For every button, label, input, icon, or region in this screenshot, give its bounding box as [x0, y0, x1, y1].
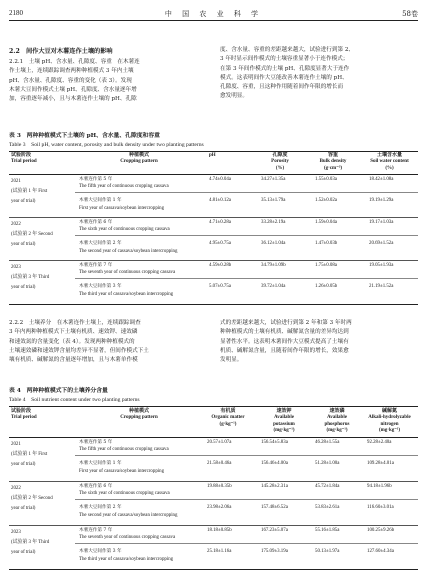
para2-left-column	[9, 319, 207, 365]
col-header-bulk-density: 容重 Bulk density (g·cm⁻³)	[319, 153, 347, 171]
table4-caption-cn: 表 4 两种种植模式下的土壤养分含量	[9, 388, 108, 394]
col-header-available-phosphorus: 速效磷 Available phosphorus (mg·kg⁻¹)	[324, 409, 350, 434]
trial-period-cell: 2023 (试验第 3 年 Third year of trial)	[11, 530, 50, 555]
row-divider	[75, 455, 418, 456]
text-line: 加，容重逐年减小，且与木薯连作土壤的 pH、孔隙	[9, 96, 137, 103]
text-line: 在第 3 年间作模式的土壤 pH、孔隙度显著大于连作	[220, 65, 350, 72]
col-header-cropping-pattern: 种植模式 Cropping pattern	[120, 153, 158, 165]
para2-right-column	[220, 319, 418, 365]
text-line: 2.2.2 土壤养分 在木薯连作土壤上，连续跟踪调查	[9, 320, 141, 326]
row-divider	[75, 499, 418, 500]
row-divider	[75, 278, 418, 279]
group-divider	[9, 217, 418, 218]
text-line: 和速效氮的含量变化（表 4）。发现两种种植模式的	[9, 338, 135, 345]
text-line: 木薯大豆间作模式土壤 pH、孔隙度、含水量逐年增	[9, 86, 137, 93]
table3-group-2022: 2022 (试验第 2 年 Second year of trial) 木薯连作第 6 年 The sixth year of continuous cropping cassava 4.71±0.28a 33.28±2.19a 1.59±0.04a 19.17±1.03a 木薯大豆间作第 2 年 The second year of cassava/soybean intercropping 4.95±0.75a 36.12±1.04a 1.47±0.03b 20.69±1.52a	[9, 217, 418, 260]
text-line: 3 年内两种种植模式下土壤有机质、速效钾、速效磷	[9, 329, 138, 336]
trial-period-cell: 2021 (试验第 1 年 First year of trial)	[11, 442, 48, 467]
text-line: 愈发明显。	[220, 93, 248, 100]
group-divider	[9, 525, 418, 526]
text-line: 式的差距越来越大，试验进行到第 2 年和第 3 年时两	[220, 320, 352, 326]
text-line: pH、含水量、孔隙度、容重的变化（表 3）。发现	[9, 77, 132, 84]
text-line: 2.2.1 土壤 pH、含水量、孔隙度、容重 在木薯连	[9, 59, 140, 65]
text-line: 机质、碱解氮含量，且随着间作年限的增长，效果愈	[220, 347, 349, 354]
group-divider	[9, 481, 418, 482]
text-line: 显著性水平。这表明木薯间作大豆模式提高了土壤有	[220, 338, 349, 345]
table-3	[9, 151, 418, 305]
col-header-soil-water: 土壤含水量 Soil water content (%)	[370, 153, 409, 171]
col-header-trial-period: 试验阶段 Trial period	[11, 409, 37, 421]
text-line: 孔隙度、容重，且这种作用随着间作年限的增长而	[220, 84, 344, 91]
group-divider	[9, 260, 418, 261]
text-line: 度、含水量、容重的差距越来越大，试验进行到第 2、	[220, 47, 354, 53]
table4-group-2023: 2023 (试验第 3 年 Third year of trial) 木薯连作第 7 年 The seventh year of continuous cropping cassava 18.18±0.85b 167.23±5.07a 55.16±1.85a 100.25±9.26b 木薯大豆间作第 3 年 The third year of cassava/soybean intercropping 25.18±1.16a 175.09±3.19a 50.13±1.97a 127.60±4.34a	[9, 525, 418, 569]
table4-caption-en: Table 4 Soil nutrient content under two planting patterns	[9, 397, 140, 403]
table4-header	[9, 407, 418, 438]
row-divider	[75, 235, 418, 236]
para1-right-column	[220, 46, 418, 102]
trial-period-cell: 2022 (试验第 2 年 Second year of trial)	[11, 486, 53, 511]
text-line: 3 年时显示间作模式的土壤容重显著小于连作模式；	[220, 56, 349, 63]
col-header-trial-period: 试验阶段 Trial period	[11, 153, 37, 165]
col-header-porosity: 孔隙度 Porosity (%)	[271, 153, 289, 171]
table3-group-2023: 2023 (试验第 3 年 Third year of trial) 木薯连作第 7 年 The seventh year of continuous cropping cassava 4.59±0.28b 34.79±1.09b 1.75±0.08a 19.05±1.93a 木薯大豆间作第 3 年 The third year of cassava/soybean intercropping 5.07±0.75a 39.72±1.04a 1.26±0.05b 21.19±1.52a	[9, 260, 418, 304]
table3-header	[9, 152, 418, 175]
col-header-cropping-pattern: 种植模式 Cropping pattern	[120, 409, 158, 421]
table3-caption-cn: 表 3 两种种植模式下土壤的 pH、含水量、孔隙度和容重	[9, 133, 160, 139]
col-header-available-potassium: 速效钾 Available potassium (mg·kg⁻¹)	[273, 409, 295, 434]
table3-caption-en: Table 3 Soil pH, water content, porosity and bulk density under two planting patterns	[9, 142, 204, 148]
trial-period-cell: 2021 (试验第 1 年 First year of trial)	[11, 179, 48, 204]
text-line: 土壤速效磷和速效钾含量均差异不显著，但间作模式下土	[9, 347, 149, 354]
para1-left-column	[9, 58, 207, 104]
page-number: 2180	[9, 9, 23, 17]
col-header-organic-matter: 有机质 Organic matter (g·kg⁻¹)	[211, 409, 245, 427]
row-divider	[75, 543, 418, 544]
text-line: 作土壤上，连续跟踪调查两种种植模式 3 年内土壤	[9, 68, 134, 75]
text-line: 壤有机质、碱解氮的含量逐年增加，且与木薯单作模	[9, 357, 138, 364]
trial-period-cell: 2023 (试验第 3 年 Third year of trial)	[11, 265, 50, 290]
text-line: 发明显。	[220, 357, 243, 364]
table-4	[9, 406, 418, 570]
text-line: 模式。这表明间作大豆能改善木薯连作土壤的 pH、	[220, 74, 348, 81]
row-divider	[75, 192, 418, 193]
table4-group-2021: 2021 (试验第 1 年 First year of trial) 木薯连作第 5 年 The fifth year of continuous cropping cassava 20.57±1.07a 156.54±5.83a 46.28±1.55a 92.28±2.40a 木薯大豆间作第 1 年 First year of cassava/soybean intercropping 21.58±0.46a 156.46±4.00a 51.28±1.00a 109.28±4.01a	[9, 437, 418, 481]
section-heading: 2.2 间作大豆对木薯连作土壤的影响	[9, 48, 113, 55]
header-rule	[9, 20, 418, 21]
text-line: 种种植模式的土壤有机质、碱解氮含量的差异均达到	[220, 329, 349, 336]
table3-group-2021: 2021 (试验第 1 年 First year of trial) 木薯连作第 5 年 The fifth year of continuous cropping cassava 4.74±0.04a 34.27±1.35a 1.55±0.03a 18.42±1.08a 木薯大豆间作第 1 年 First year of cassava/soybean intercropping 4.81±0.12a 35.13±1.79a 1.52±0.02a 19.19±1.29a	[9, 174, 418, 217]
col-header-alkali-nitrogen: 碱解氮 Alkali-hydrolyzable nitrogen (mg·kg⁻¹)	[368, 409, 411, 434]
table4-group-2022: 2022 (试验第 2 年 Second year of trial) 木薯连作第 6 年 The sixth year of continuous cropping cassava 19.88±0.35b 145.28±2.31a 45.72±1.84a 94.18±1.96b 木薯大豆间作第 2 年 The second year of cassava/soybean intercropping 23.98±2.06a 157.48±6.52a 53.83±2.61a 116.60±3.01a	[9, 481, 418, 525]
trial-period-cell: 2022 (试验第 2 年 Second year of trial)	[11, 222, 53, 247]
volume-label: 58卷	[402, 10, 418, 18]
journal-title: 中 国 农 业 科 学	[164, 10, 263, 18]
col-header-ph: pH	[209, 153, 216, 158]
